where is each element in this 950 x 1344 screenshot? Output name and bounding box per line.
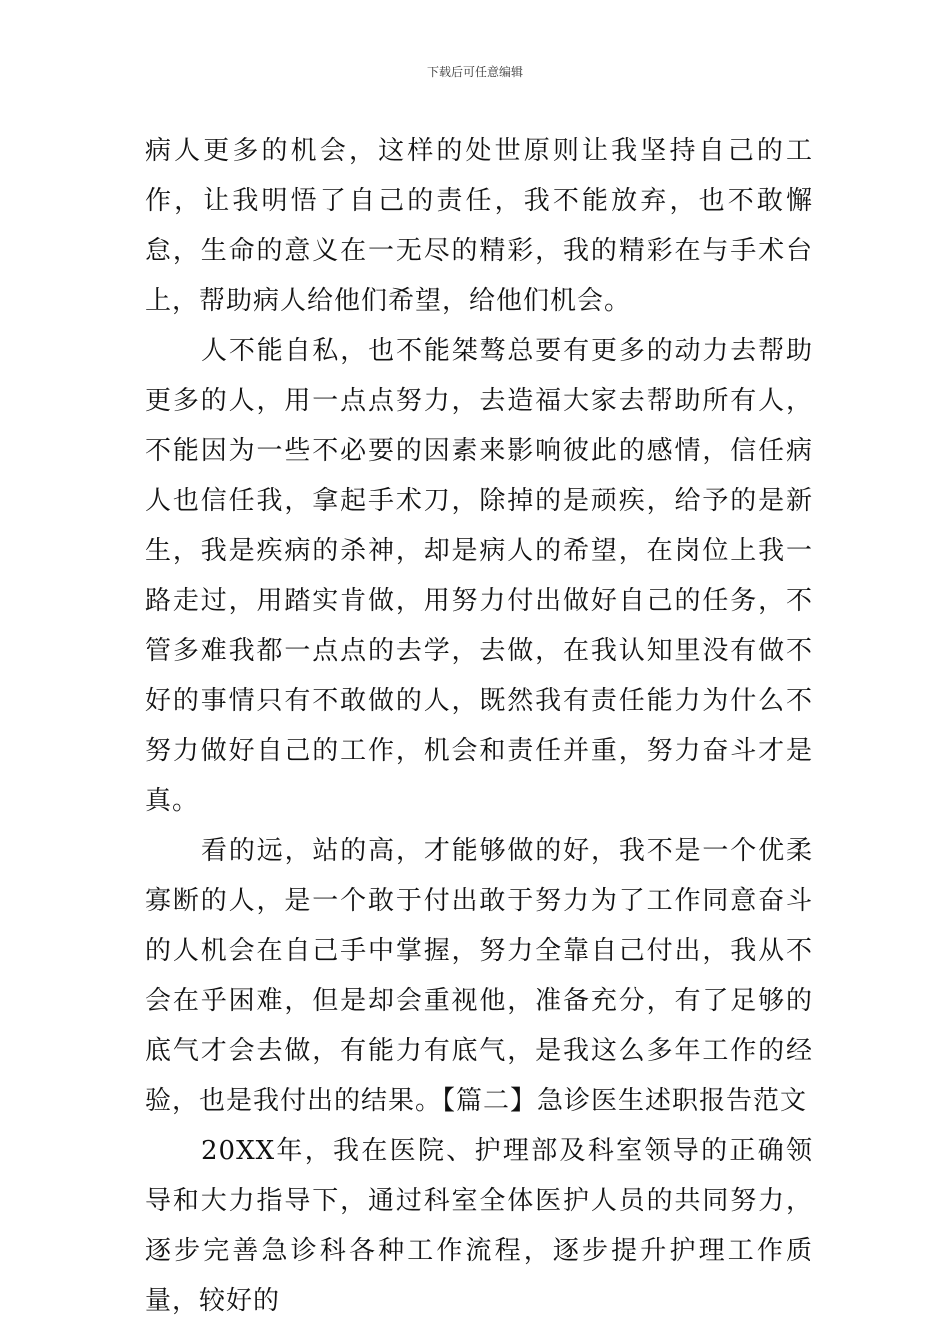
paragraph-1: 病人更多的机会，这样的处世原则让我坚持自己的工作，让我明悟了自己的责任，我不能放弃，也不敢懈怠，生命的意义在一无尽的精彩，我的精彩在与手术台上，帮助病人给他们希望，给他们机会。 (145, 136, 813, 316)
paragraph-2: 人不能自私，也不能桀骜总要有更多的动力去帮助更多的人，用一点点努力，去造福大家去帮助所有人，不能因为一些不必要的因素来影响彼此的感情，信任病人也信任我，拿起手术刀，除掉的是顽疾，给予的是新生，我是疾病的杀神，却是病人的希望，在岗位上我一路走过，用踏实肯做，用努力付出做好自己的任务，不管多难我都一点点的去学，去做，在我认知里没有做不好的事情只有不敢做的人，既然我有责任能力为什么不努力做好自己的工作，机会和责任并重，努力奋斗才是真。 (145, 336, 813, 816)
page-header: 下载后可任意编辑 (426, 65, 523, 79)
paragraph-3: 看的远，站的高，才能够做的好，我不是一个优柔寡断的人，是一个敢于付出敢于努力为了工作同意奋斗的人机会在自己手中掌握，努力全靠自己付出，我从不会在乎困难，但是却会重视他，准备充分，有了足够的底气才会去做，有能力有底气，是我这么多年工作的经验，也是我付出的结果。【篇二】急诊医生述职报告范文 (145, 836, 813, 1116)
paragraph-4: 20XX年，我在医院、护理部及科室领导的正确领导和大力指导下，通过科室全体医护人员的共同努力，逐步完善急诊科各种工作流程，逐步提升护理工作质量，较好的 (145, 1136, 813, 1316)
document-body (145, 126, 813, 1326)
